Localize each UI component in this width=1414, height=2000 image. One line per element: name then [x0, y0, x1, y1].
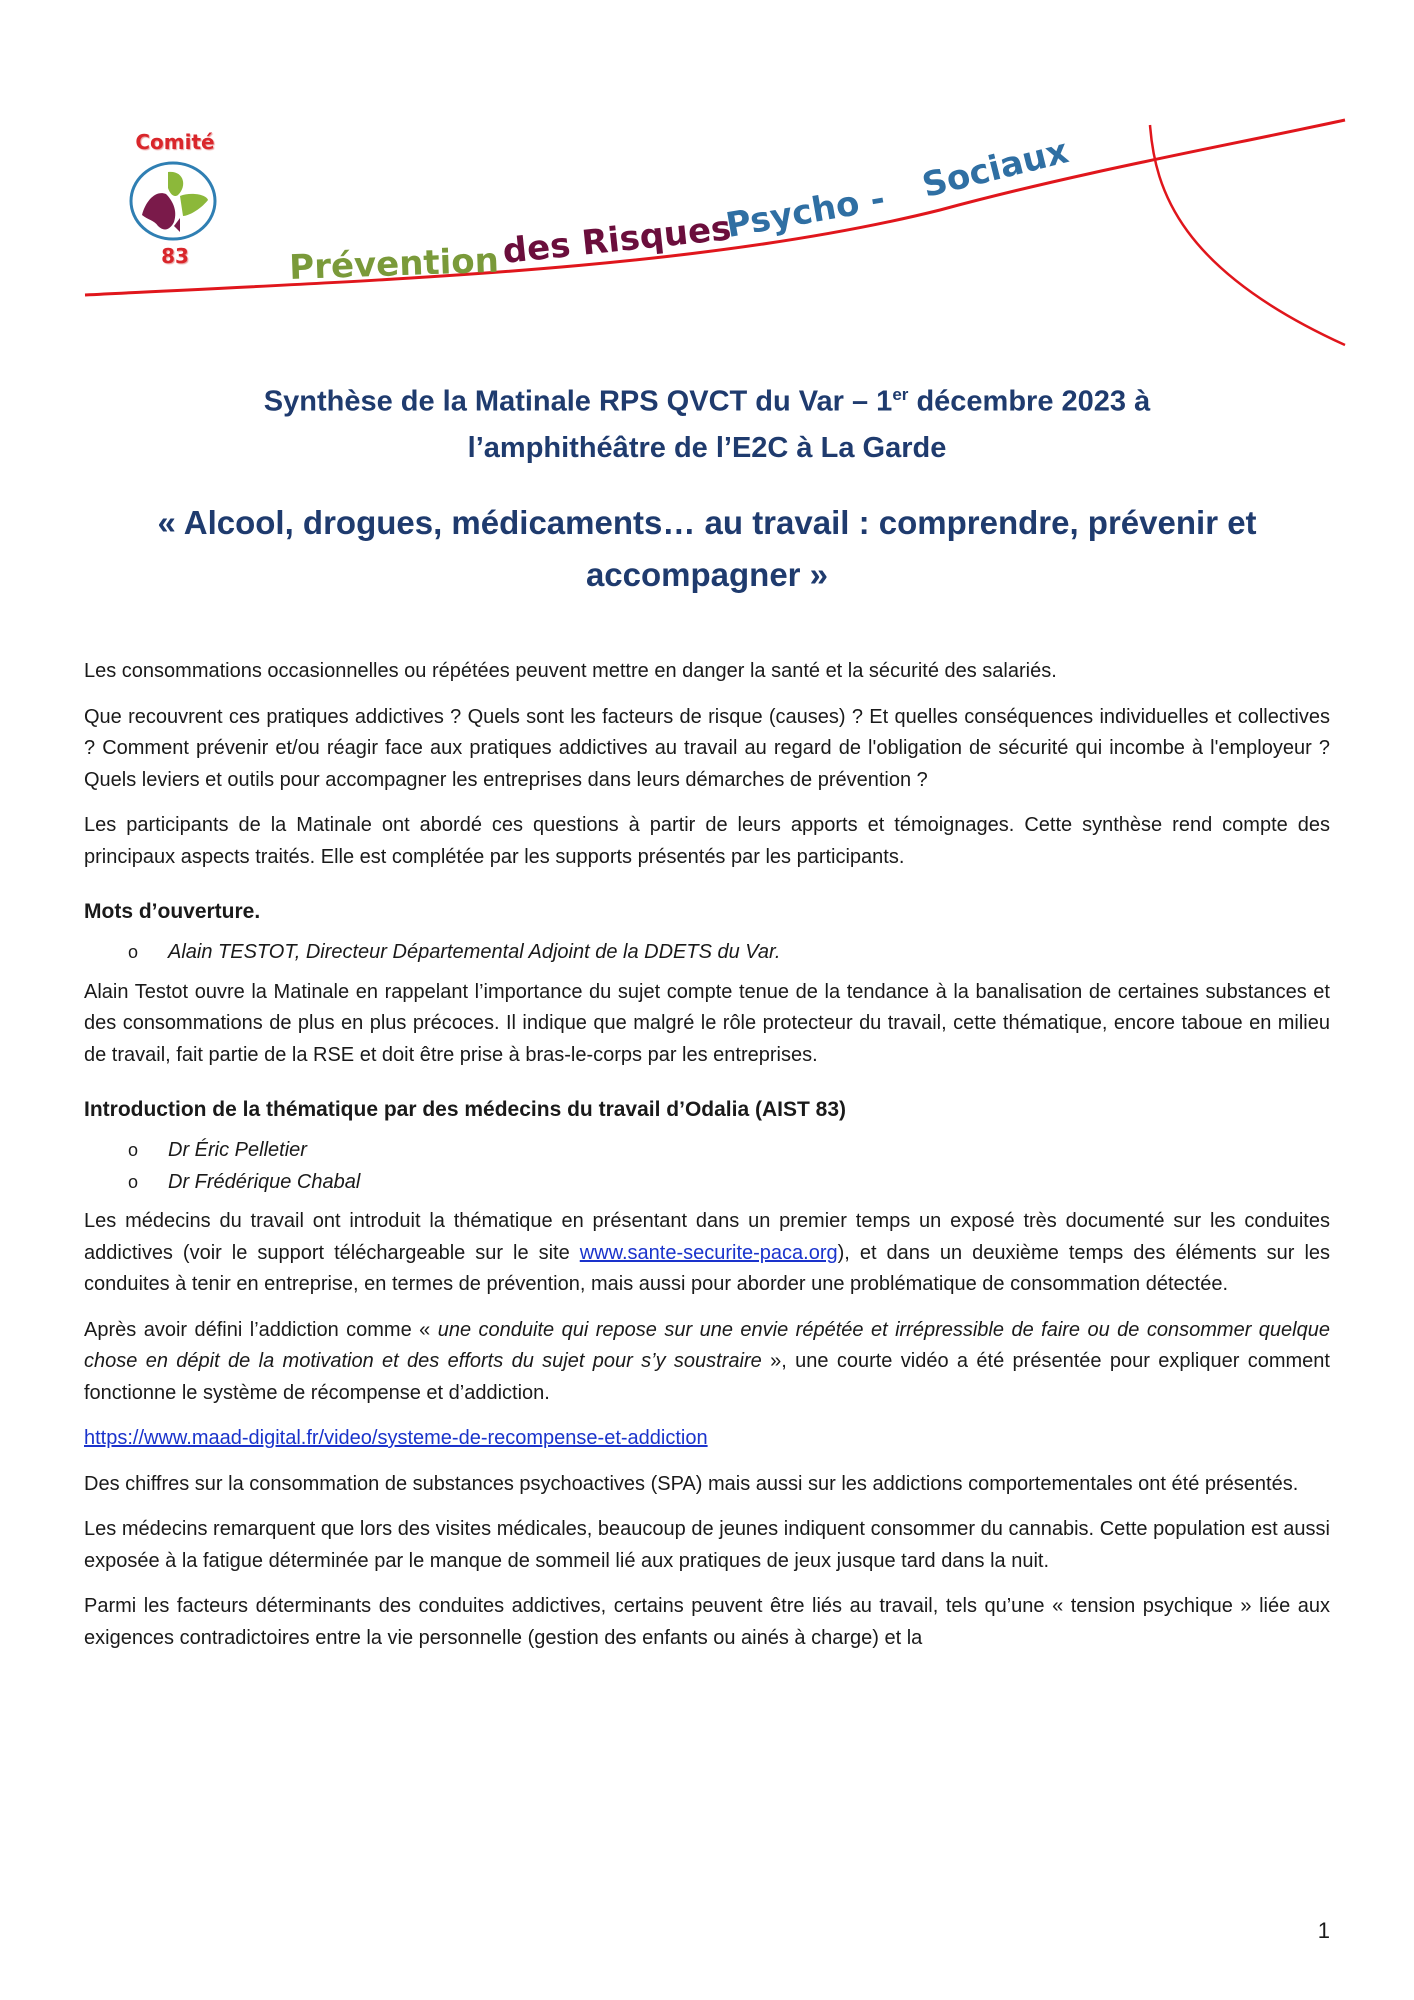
title-line1-end: décembre 2023 à	[908, 385, 1151, 418]
document-title	[100, 372, 1314, 471]
maad-video-link[interactable]: https://www.maad-digital.fr/video/systeme-de-recompense-et-addiction	[84, 1427, 708, 1449]
banner-word-psycho: Psycho -	[723, 178, 888, 246]
title-line2: l’amphithéâtre de l’E2C à La Garde	[467, 431, 947, 464]
speaker-name: Dr Frédérique Chabal	[168, 1170, 361, 1193]
introduction-paragraph-5: Parmi les facteurs déterminants des conduites addictives, certains peuvent être liés au travail, tels qu’une « tension psychique » liée aux exigences contradictoires entre la vie personnelle (gestion des enfants ou ainés à charge) et la	[84, 1595, 1330, 1649]
introduction-paragraph-2	[84, 1315, 1330, 1410]
introduction-paragraph-1	[84, 1206, 1330, 1301]
opening-paragraph: Alain Testot ouvre la Matinale en rappelant l’importance du sujet compte tenue de la tendance à la banalisation de certaines substances et des consommations de plus en plus précoces. Il indique que malgré le rôle protecteur du travail, cette thématique, encore taboue en milieu de travail, fait partie de la RSE et doit être prise à bras-le-corps par les entreprises.	[84, 980, 1330, 1066]
circle-bullet-icon: o	[128, 942, 139, 962]
video-link-paragraph	[84, 1423, 1330, 1455]
speaker-name: Dr Éric Pelletier	[168, 1139, 307, 1161]
text-span: Après avoir défini l’addiction comme «	[84, 1318, 438, 1341]
comite-logo-icon	[128, 160, 218, 242]
page-number: 1	[1317, 1918, 1330, 1943]
sante-securite-link[interactable]: www.sante-securite-paca.org	[579, 1241, 838, 1264]
title-superscript: er	[892, 385, 909, 404]
addiction-definition-quote: une conduite qui repose sur une envie répétée et irrépressible de faire ou de consommer quelque chose en dépit de la motivation et des efforts du sujet pour s’y soustraire	[84, 1318, 1330, 1372]
opening-speakers-list	[84, 937, 1330, 969]
introduction-speakers-list	[84, 1135, 1330, 1198]
banner-word-sociaux: Sociaux	[918, 131, 1073, 206]
document-subtitle: « Alcool, drogues, médicaments… au travail : comprendre, prévenir et accompagner »	[157, 503, 1257, 593]
section-heading-opening: Mots d’ouverture.	[84, 900, 261, 923]
logo-top-text: Comité	[135, 130, 215, 154]
speaker-item	[128, 937, 1330, 969]
logo-bottom-text: 83	[161, 244, 189, 268]
title-block	[100, 372, 1314, 601]
speaker-item	[128, 1167, 1330, 1199]
speaker-item	[128, 1135, 1330, 1167]
text-span: », une courte vidéo a été présentée pour expliquer comment fonctionne le système de récompense et d’addiction.	[84, 1350, 1330, 1404]
banner-word-prevention: Prévention	[288, 240, 500, 288]
intro-paragraph-1: Les consommations occasionnelles ou répétées peuvent mettre en danger la santé et la sécurité des salariés.	[84, 660, 1057, 682]
text-span: Les médecins du travail ont introduit la thématique en présentant dans un premier temps un exposé très documenté sur les conduites addictives (voir le support téléchargeable sur le site	[84, 1210, 1330, 1264]
comite-logo	[120, 130, 230, 270]
banner-title	[288, 131, 1190, 310]
intro-paragraph-3: Les participants de la Matinale ont abordé ces questions à partir de leurs apports et témoignages. Cette synthèse rend compte des principaux aspects traités. Elle est complétée par les supports présentés par les participants.	[84, 814, 1330, 868]
banner-word-des-risques: des Risques	[500, 208, 734, 272]
title-line1-start: Synthèse de la Matinale RPS QVCT du Var – 1	[263, 385, 893, 418]
text-span: ), et dans un deuxième temps des éléments sur les conduites à tenir en entreprise, en termes de prévention, mais aussi pour aborder une problématique de consommation détectée.	[84, 1241, 1331, 1295]
document-body	[84, 656, 1330, 1668]
header	[80, 110, 1350, 350]
intro-paragraph-2: Que recouvrent ces pratiques addictives ? Quels sont les facteurs de risque (causes) ? Et quelles conséquences individuelles et collectives ? Comment prévenir et/ou réagir face aux pratiques addictives au travail au regard de l'obligation de sécurité qui incombe à l'employeur ? Quels leviers et outils pour accompagner les entreprises dans leurs démarches de prévention ?	[84, 705, 1330, 791]
introduction-paragraph-4: Les médecins remarquent que lors des visites médicales, beaucoup de jeunes indiquent consommer du cannabis. Cette population est aussi exposée à la fatigue déterminée par le manque de sommeil lié aux pratiques de jeux jusque tard dans la nuit.	[84, 1518, 1330, 1572]
speaker-name: Alain TESTOT, Directeur Départemental Adjoint de la DDETS du Var.	[168, 941, 781, 963]
section-heading-introduction: Introduction de la thématique par des médecins du travail d’Odalia (AIST 83)	[84, 1098, 846, 1121]
circle-bullet-icon: o	[128, 1171, 139, 1192]
circle-bullet-icon: o	[128, 1140, 139, 1160]
introduction-paragraph-3: Des chiffres sur la consommation de substances psychoactives (SPA) mais aussi sur les addictions comportementales ont été présentés.	[84, 1472, 1299, 1495]
